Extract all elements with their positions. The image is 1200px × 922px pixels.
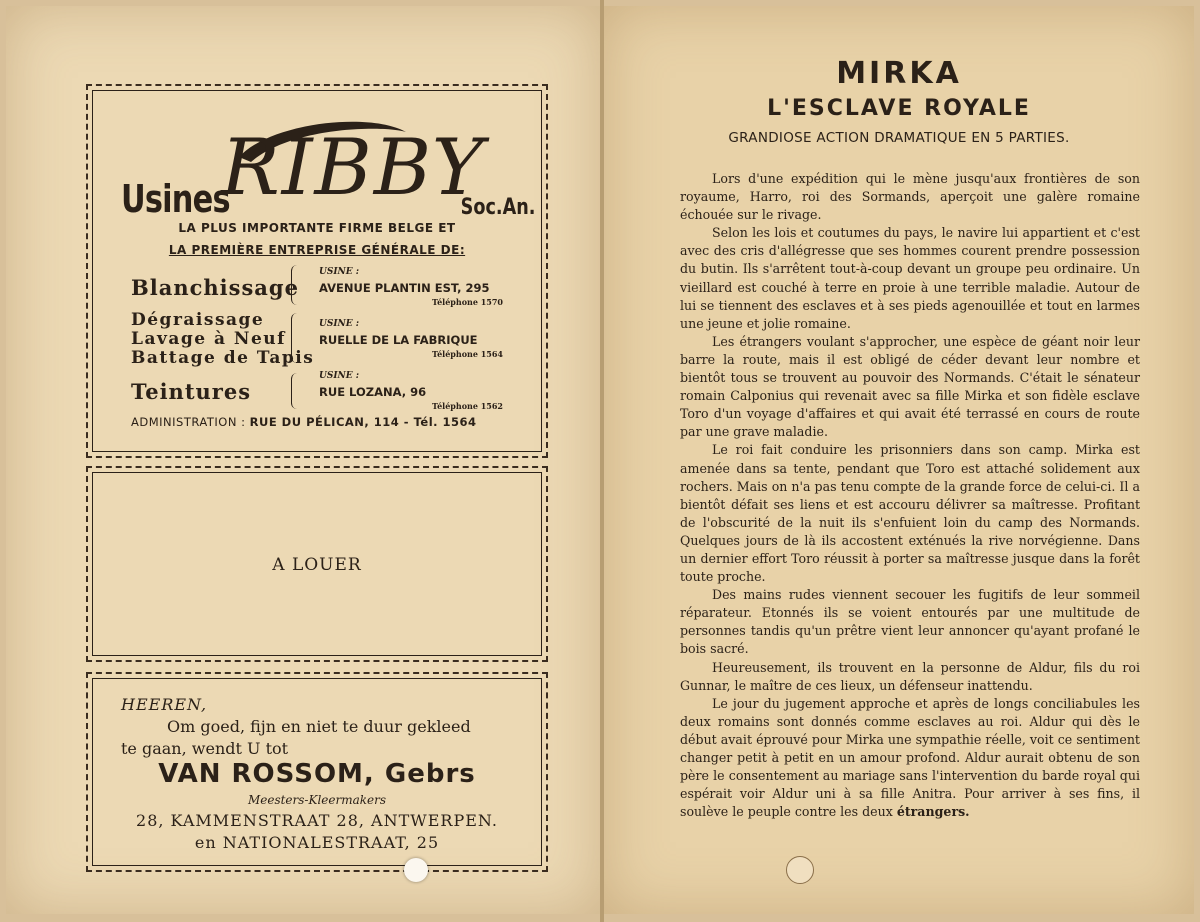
ribby-advertisement: [92, 90, 542, 452]
synopsis-paragraph: Selon les lois et coutumes du pays, le navire lui appartient et c'est avec des cris d'allégresse que ses hommes courent prendre possession du butin. Ils s'arrêtent tout-à-coup devant un groupe peu ordinaire. Un vieillard est couché à terre en proie à une terrible maladie. Autour de lui se tiennent des esclaves et à ses pieds agenouillée et tout en larmes une jeune et jolie romaine.: [680, 225, 1140, 331]
ribby-brand: RIBBY: [221, 123, 486, 213]
service-blanchissage: Blanchissage: [131, 275, 299, 300]
a-louer-text: A LOUER: [272, 555, 362, 575]
usines-label: Usines: [121, 177, 230, 221]
service-battage: Battage de Tapis: [131, 348, 315, 368]
admin-address: RUE DU PÉLICAN, 114 - Tél. 1564: [249, 415, 477, 429]
rossom-line-1: Om goed, fijn en niet te duur gekleed: [167, 717, 471, 736]
synopsis-paragraph: [680, 695, 1140, 822]
usine-address-1: AVENUE PLANTIN EST, 295: [319, 281, 490, 295]
synopsis-paragraph-text: Le jour du jugement approche et après de longs conciliabules les deux romains sont donnés comme esclaves au roi. Aldur qui dès le début avait éprouvé pour Mirka une sympathie réelle, voit ce sentiment changer petit à petit en un amour profond. Aldur aurait obtenu de son père le consentement au mariage sans l'intervention du barde royal qui espérait voir Aldur uni à sa fille Anitra. Pour arriver à ses fins, il soulève le peuple contre les deux: [680, 695, 1140, 820]
rossom-address-1: 28, KAMMENSTRAAT 28, ANTWERPEN.: [136, 811, 498, 830]
admin-label: ADMINISTRATION :: [131, 415, 246, 429]
service-degraissage: Dégraissage: [131, 310, 265, 330]
synopsis-paragraph: Heureusement, ils trouvent en la personne de Aldur, fils du roi Gunnar, le maître de ces lieux, un défenseur inattendu.: [680, 659, 1140, 693]
right-page: [604, 6, 1194, 914]
usine-label-2: USINE :: [319, 319, 360, 329]
administration-line: [131, 415, 477, 429]
soc-an-label: Soc.An.: [460, 195, 535, 220]
synopsis-paragraph: Des mains rudes viennent secouer les fugitifs de leur sommeil réparateur. Etonnés ils se voient entourés par une multitude de personnes tandis qu'un prêtre vient leur annoncer qu'ayant profané le bois sacré.: [680, 587, 1140, 657]
synopsis-text: [680, 170, 1140, 821]
brace-3: [291, 373, 300, 409]
synopsis-last-word: étrangers.: [896, 804, 970, 820]
rossom-name: VAN ROSSOM, Gebrs: [158, 759, 476, 789]
usine-phone-1: Téléphone 1570: [432, 297, 503, 307]
ribby-tagline-1: LA PLUS IMPORTANTE FIRME BELGE ET: [178, 221, 456, 235]
rossom-address-2: en NATIONALESTRAAT, 25: [194, 833, 440, 852]
synopsis-paragraph: Le roi fait conduire les prisonniers dans son camp. Mirka est amenée dans sa tente, pendant que Toro est attaché solidement aux rochers. Mais on n'a pas tenu compte de la grande force de celui-ci. Il a bientôt défait ses liens et est accouru délivrer sa maîtresse. Profitant de l'obscurité de la nuit ils s'enfuient loin du camp des Normands. Quelques jours de là ils accostent exténués la rive norvégienne. Dans un dernier effort Toro réussit à porter sa maîtresse jusque dans la forêt toute proche.: [680, 442, 1140, 585]
rossom-trade: Meesters-Kleermakers: [247, 793, 387, 807]
service-teintures: Teintures: [131, 379, 252, 404]
rossom-line-2: te gaan, wendt U tot: [121, 739, 289, 758]
brace-1: [291, 265, 300, 305]
service-lavage: Lavage à Neuf: [131, 329, 286, 349]
usine-label-1: USINE :: [319, 267, 360, 277]
synopsis-paragraph: Les étrangers voulant s'approcher, une espèce de géant noir leur barre la route, mais il est obligé de céder devant leur nombre et bientôt tous se trouvent au pouvoir des Normands. C'était le sénateur romain Calponius qui revenait avec sa fille Mirka et son fidèle esclave Toro d'un voyage d'affaires et qui avait été terrassé en cours de route par une grave maladie.: [680, 333, 1140, 440]
brace-2: [291, 313, 300, 363]
punch-hole-icon: [404, 858, 428, 882]
a-louer-box: [92, 472, 542, 656]
film-tagline: GRANDIOSE ACTION DRAMATIQUE EN 5 PARTIES.: [728, 130, 1070, 146]
ribby-logo: [121, 117, 535, 225]
usine-label-3: USINE :: [319, 371, 360, 381]
usine-phone-3: Téléphone 1562: [432, 401, 503, 411]
usine-address-3: RUE LOZANA, 96: [319, 385, 427, 399]
ribby-tagline-2: LA PREMIÈRE ENTREPRISE GÉNÉRALE DE:: [168, 243, 466, 257]
usine-phone-2: Téléphone 1564: [432, 349, 503, 359]
left-page: [6, 6, 600, 914]
punch-hole-icon: [786, 856, 814, 884]
usine-address-2: RUELLE DE LA FABRIQUE: [319, 333, 478, 347]
rossom-heeren: HEEREN,: [121, 695, 208, 714]
film-subtitle: L'ESCLAVE ROYALE: [767, 96, 1031, 121]
film-title: MIRKA: [836, 56, 962, 91]
rossom-advertisement: [92, 678, 542, 866]
synopsis-paragraph: Lors d'une expédition qui le mène jusqu'aux frontières de son royaume, Harro, roi des Sormands, aperçoit une galère romaine échouée sur le rivage.: [680, 171, 1140, 223]
